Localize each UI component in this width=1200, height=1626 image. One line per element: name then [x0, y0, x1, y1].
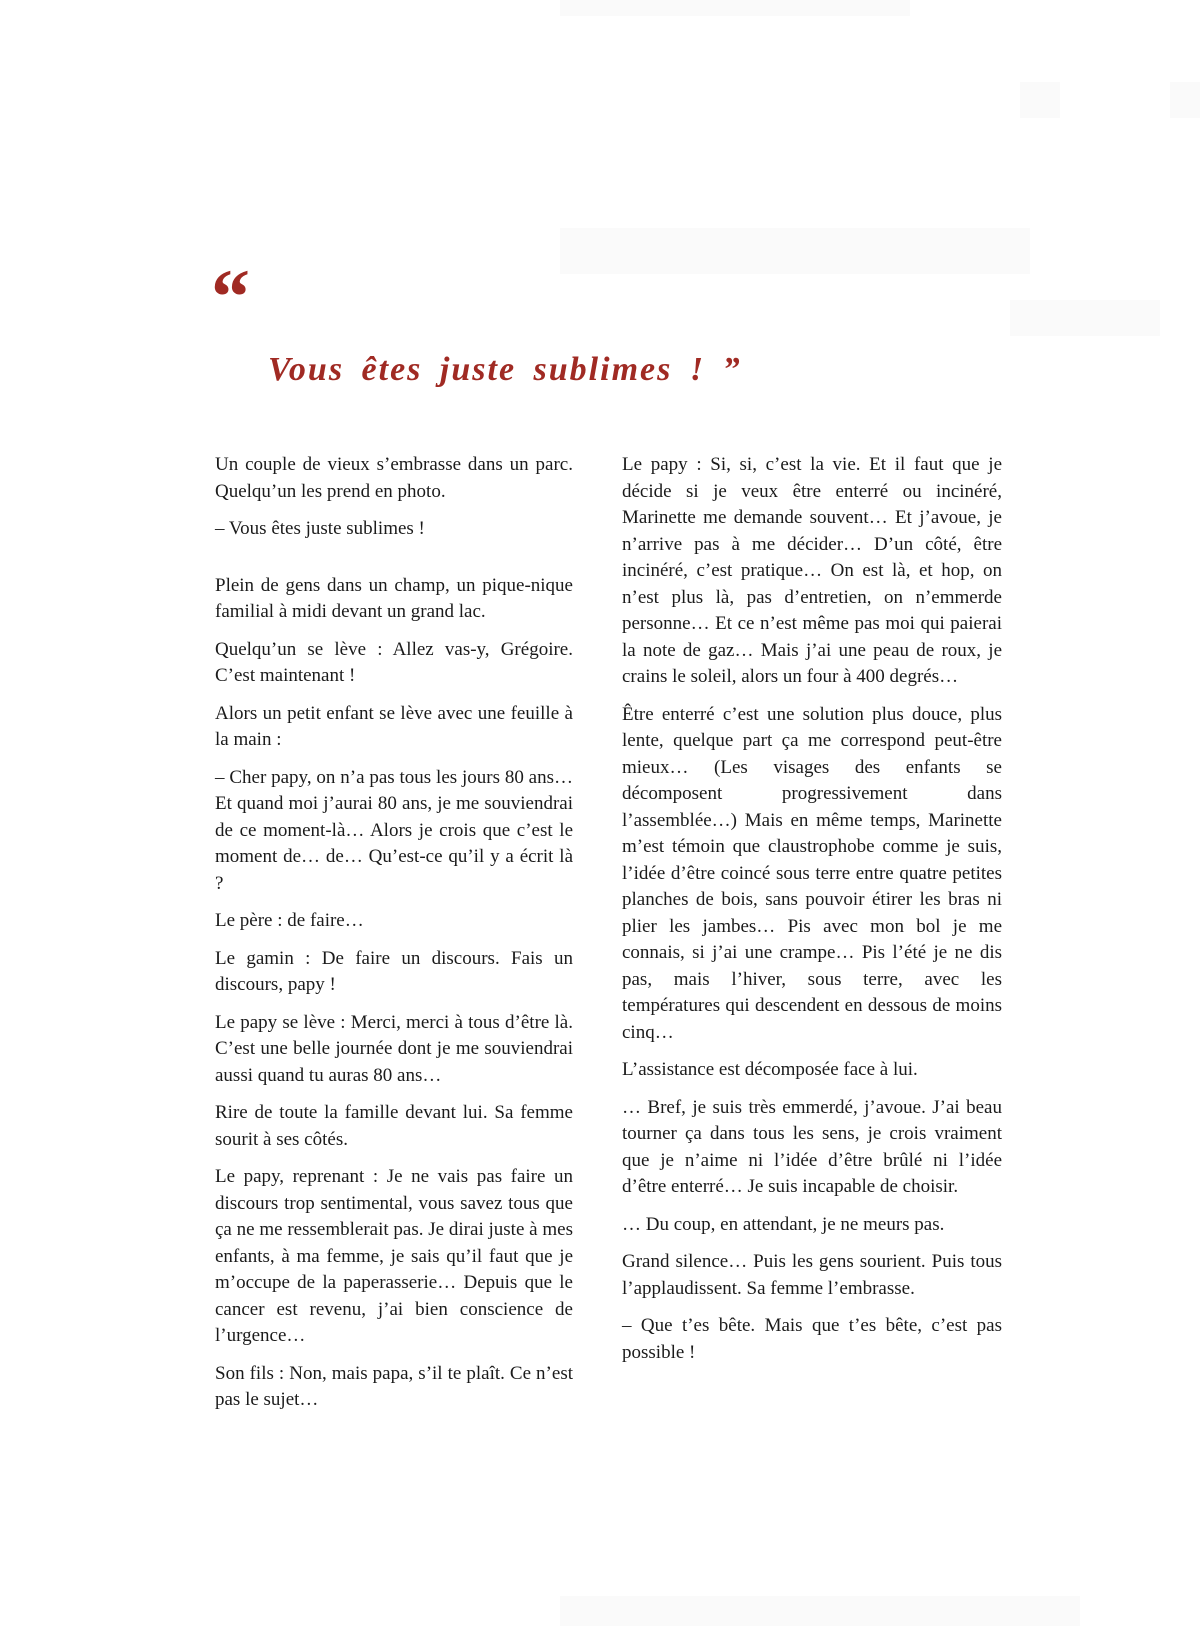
article-left-column	[215, 452, 573, 1425]
article-body	[215, 452, 1002, 1425]
page-title: Vous êtes juste sublimes ! ”	[268, 350, 742, 388]
paragraph: – Que t’es bête. Mais que t’es bête, c’est pas possible !	[622, 1315, 1002, 1363]
paragraph: Alors un petit enfant se lève avec une feuille à la main :	[215, 702, 573, 750]
paragraph: Le père : de faire…	[215, 910, 364, 931]
scan-artifact	[1010, 300, 1160, 336]
paragraph: L’assistance est décomposée face à lui.	[622, 1059, 918, 1080]
paragraph: Le papy : Si, si, c’est la vie. Et il faut que je décide si je veux être enterré ou incinéré, Marinette me demande souvent… Et j’avoue, je n’arrive pas à me décider… D’un côté, être incinéré, c’est pratique… On est là, et hop, on n’est plus là, pas d’entretien, on n’emmerde personne… Et ce n’est même pas moi qui paierai la note de gaz… Mais j’ai une peau de roux, je crains le soleil, alors un four à 400 degrés…	[622, 454, 1002, 687]
paragraph: Quelqu’un se lève : Allez vas-y, Grégoire. C’est maintenant !	[215, 638, 573, 686]
paragraph: Être enterré c’est une solution plus douce, plus lente, quelque part ça me correspond peut-être mieux… (Les visages des enfants se décomposent progressivement dans l’assemblée…) Mais en même temps, Marinette m’est témoin que claustrophobe comme je suis, l’idée d’être coincé sous terre entre quatre petites planches de bois, sans pouvoir étirer les bras ni plier les jambes… Pis avec mon bol je me connais, si j’ai une crampe… Pis l’été je ne dis pas, mais l’hiver, sous terre, avec les températures qui descendent en dessous de moins cinq…	[622, 703, 1002, 1043]
paragraph: Un couple de vieux s’embrasse dans un parc. Quelqu’un les prend en photo.	[215, 454, 573, 502]
paragraph: – Vous êtes juste sublimes !	[215, 518, 425, 539]
paragraph: Grand silence… Puis les gens sourient. Puis tous l’applaudissent. Sa femme l’embrasse.	[622, 1251, 1002, 1299]
paragraph: Le papy, reprenant : Je ne vais pas faire un discours trop sentimental, vous savez tous que ça ne me ressemblerait pas. Je dirai juste à mes enfants, à ma femme, je sais qu’il faut que je m’occupe de la paperasserie… Depuis que le cancer est revenu, j’ai bien conscience de l’urgence…	[215, 1166, 573, 1346]
scan-artifact	[560, 0, 910, 16]
paragraph: Son fils : Non, mais papa, s’il te plaît. Ce n’est pas le sujet…	[215, 1362, 573, 1410]
paragraph: Plein de gens dans un champ, un pique-nique familial à midi devant un grand lac.	[215, 574, 573, 622]
decorative-open-quote-icon: “	[211, 253, 250, 340]
paragraph: … Bref, je suis très emmerdé, j’avoue. J’ai beau tourner ça dans tous les sens, je crois vraiment que je n’aime ni l’idée d’être brûlé ni l’idée d’être enterré… Je suis incapable de choisir.	[622, 1096, 1002, 1197]
scan-artifact	[1020, 82, 1060, 118]
scan-artifact	[560, 228, 1030, 274]
paragraph: Rire de toute la famille devant lui. Sa femme sourit à ses côtés.	[215, 1102, 573, 1150]
paragraph: Le gamin : De faire un discours. Fais un discours, papy !	[215, 947, 573, 995]
scan-artifact	[1170, 82, 1200, 118]
paragraph: … Du coup, en attendant, je ne meurs pas.	[622, 1213, 945, 1235]
scan-artifact	[560, 1596, 1080, 1626]
article-right-column	[622, 452, 1002, 1425]
paragraph: – Cher papy, on n’a pas tous les jours 80 ans… Et quand moi j’aurai 80 ans, je me souviendrai de ce moment-là… Alors je crois que c’est le moment de… de… Qu’est-ce qu’il y a écrit là ?	[215, 766, 573, 894]
paragraph: Le papy se lève : Merci, merci à tous d’être là. C’est une belle journée dont je me souviendrai aussi quand tu auras 80 ans…	[215, 1011, 573, 1086]
